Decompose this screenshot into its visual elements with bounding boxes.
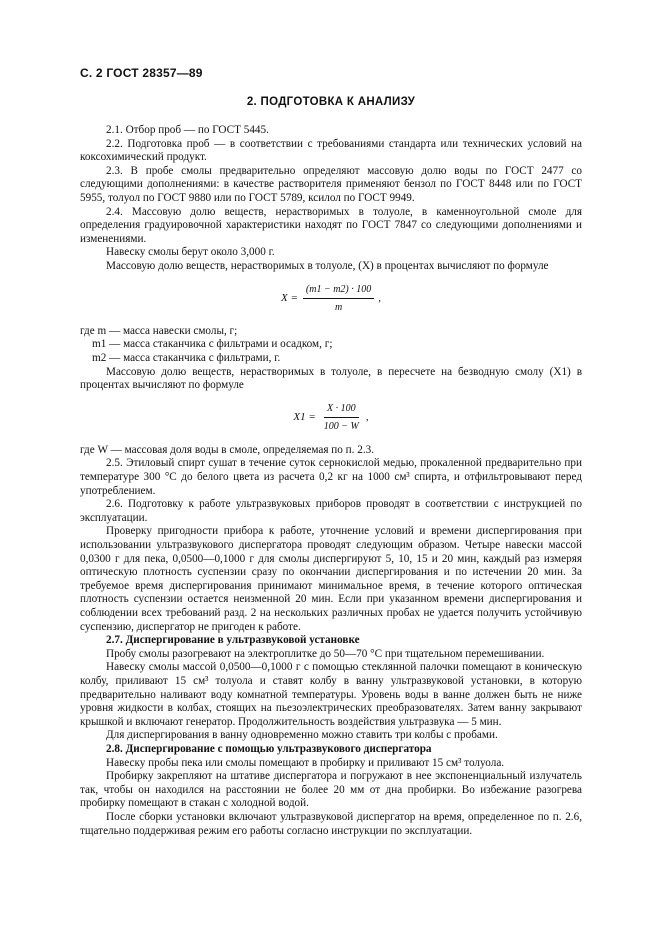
paragraph-2-2: 2.2. Подготовка проб — в соответствии с требованиями стандарта или технических условий на коксохимический продукт. bbox=[80, 137, 582, 164]
formula-x-tail: , bbox=[378, 291, 381, 304]
formula-x1-lhs: X1 = bbox=[293, 410, 316, 423]
paragraph-2-3: 2.3. В пробе смолы предварительно определяют массовую долю воды по ГОСТ 2477 со следующими дополнениями: в качестве растворителя применяют бензол по ГОСТ 8448 или по ГОСТ 5955, толуол по ГОСТ 9880 или по ГОСТ 5789, ксилол по ГОСТ 9949. bbox=[80, 164, 582, 204]
paragraph-2-5: 2.5. Этиловый спирт сушат в течение суток сернокислой медью, прокаленной предварительно при температуре 300 °С до белого цвета из расчета 0,2 кг на 1000 см³ спирта, и отфильтровывают перед употреблением. bbox=[80, 457, 582, 497]
paragraph-2-8-b: Пробирку закрепляют на штативе диспергатора и погружают в нее экспоненциальный излучатель так, чтобы он находился на расстоянии не более 20 мм от дна пробирки. Во избежание разогрева пробирку помещают в стакан с холодной водой. bbox=[80, 770, 582, 810]
paragraph-2-8-a: Навеску пробы пека или смолы помещают в пробирку и приливают 15 см³ толуола. bbox=[106, 756, 505, 769]
paragraph-2-4-calc: Массовую долю веществ, нерастворимых в толуоле, (X) в процентах вычисляют по формуле bbox=[106, 259, 549, 272]
paragraph-2-4-sample: Навеску смолы берут около 3,000 г. bbox=[106, 246, 275, 259]
formula-x bbox=[80, 283, 582, 315]
formula-x-lhs: X = bbox=[280, 291, 298, 304]
paragraph-2-1: 2.1. Отбор проб — по ГОСТ 5445. bbox=[106, 124, 269, 136]
paragraph-2-8-c: После сборки установки включают ультразвуковой диспергатор на время, определенное по п. 2.6, тщательно поддерживая режим его работы согласно инструкции по эксплуатации. bbox=[80, 810, 582, 837]
formula-x1-numerator: X · 100 bbox=[324, 402, 359, 419]
page-header: С. 2 ГОСТ 28357—89 bbox=[80, 66, 203, 80]
where-m2: m2 — масса стаканчика с фильтрами, г. bbox=[92, 351, 281, 364]
paragraph-2-6: 2.6. Подготовку к работе ультразвуковых приборов проводят в соответствии с инструкцией по эксплуатации. bbox=[80, 498, 582, 524]
formula-x1-tail: , bbox=[365, 410, 369, 423]
where-m: где m — масса навески смолы, г; bbox=[80, 324, 238, 337]
subheading-2-8: 2.8. Диспергирование с помощью ультразвукового диспергатора bbox=[106, 742, 432, 755]
paragraph-2-7-b: Навеску смолы массой 0,0500—0,1000 г с помощью стеклянной палочки помещают в коническую колбу, приливают 15 см³ толуола и ставят колбу в ванну ультразвуковой установки, в которую предварительно наливают воду комнатной температуры. Уровень воды в ванне должен быть не ниже уровня жидкости в колбах, стоящих на пьезоэлектрических преобразователях. Затем ванну закрывают крышкой и включают генератор. Продолжительность воздействия ультразвука — 5 мин. bbox=[80, 661, 582, 728]
paragraph-2-6-check: Проверку пригодности прибора к работе, уточнение условий и времени диспергирования при использовании ультразвукового диспергатора проводят следующим образом. Четыре навески массой 0,0300 г для пека, 0,0500—0,1000 г для смолы диспергируют 5, 10, 15 и 20 мин, каждый раз измеряя оптическую плотность суспензии сразу по окончании диспергирования и по истечении 20 мин. За требуемое время диспергирования принимают минимальное время, в течение которого оптическая плотность суспензии остается неизменной 20 мин. Если при указанном времени диспергирования и соблюдении всех требований разд. 2 на нескольких различных пробах не удается получить устойчивую суспензию, диспергатор не пригоден к работе. bbox=[80, 525, 582, 633]
where-w: где W — массовая доля воды в смоле, определяемая по п. 2.3. bbox=[80, 443, 375, 456]
formula-x1 bbox=[80, 402, 582, 434]
formula-x1-fraction bbox=[321, 402, 362, 434]
subheading-2-7: 2.7. Диспергирование в ультразвуковой установке bbox=[106, 634, 360, 647]
paragraph-2-4: 2.4. Массовую долю веществ, нерастворимых в толуоле, в каменноугольной смоле для определения градуировочной характеристики находят по ГОСТ 7847 со следующими дополнениями и изменениями. bbox=[80, 205, 582, 245]
paragraph-2-7-c: Для диспергирования в ванну одновременно можно ставить три колбы с пробами. bbox=[106, 729, 498, 742]
section-title: 2. ПОДГОТОВКА К АНАЛИЗУ bbox=[246, 96, 416, 108]
where-m1: m1 — масса стаканчика с фильтрами и осадком, г; bbox=[92, 338, 333, 351]
paragraph-2-7-a: Пробу смолы разогревают на электроплитке до 50—70 °С при тщательном перемешивании. bbox=[106, 647, 545, 660]
formula-x-denominator: m bbox=[334, 302, 343, 314]
formula-x-numerator: (m1 − m2) · 100 bbox=[303, 283, 374, 300]
document-body bbox=[80, 124, 582, 838]
paragraph-2-4-dry: Массовую долю веществ, нерастворимых в толуоле, в пересчете на безводную смолу (X1) в процентах вычисляют по формуле bbox=[80, 365, 582, 392]
formula-x1-denominator: 100 − W bbox=[323, 421, 359, 433]
formula-x-fraction bbox=[303, 283, 374, 315]
